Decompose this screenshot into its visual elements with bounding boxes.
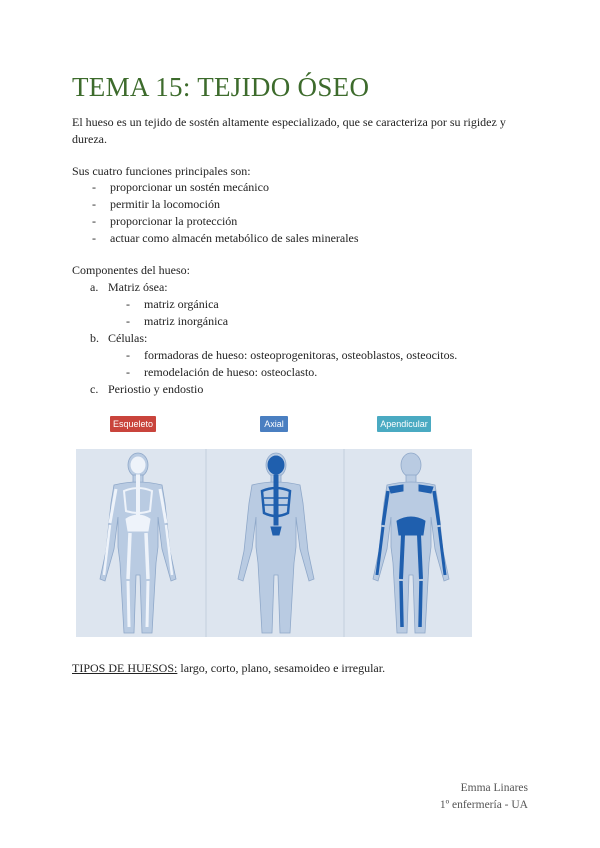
components-heading: Componentes del hueso: (72, 263, 190, 277)
item-text: Matriz ósea: (108, 280, 168, 294)
item-marker: b. (90, 331, 99, 345)
list-item: - matriz inorgánica (126, 313, 457, 330)
list-item: - actuar como almacén metabólico de sales minerales (92, 230, 359, 247)
axial-skeleton-body (238, 453, 314, 633)
figure-tags (76, 412, 472, 438)
author-name: Emma Linares (460, 782, 528, 794)
appendicular-skeleton-body (373, 453, 449, 633)
item-marker: a. (90, 280, 99, 294)
list-item: - permitir la locomoción (92, 196, 359, 213)
list-item: - formadoras de hueso: osteoprogenitoras, osteoblastos, osteocitos. (126, 347, 457, 364)
intro-paragraph: El hueso es un tejido de sostén altamente especializado, que se caracteriza por su rigidez y dureza. (72, 115, 506, 146)
list-item: - proporcionar un sostén mecánico (92, 179, 359, 196)
list-item: - remodelación de hueso: osteoclasto. (126, 364, 457, 381)
sub-list (126, 347, 457, 381)
list-item: - proporcionar la protección (92, 213, 359, 230)
page-title: TEMA 15: TEJIDO ÓSEO (72, 72, 370, 102)
list-item: - matriz orgánica (126, 296, 457, 313)
components-list (90, 279, 457, 398)
bone-types-label: TIPOS DE HUESOS: (72, 661, 178, 675)
full-skeleton-body (100, 453, 176, 633)
bone-types-line (72, 660, 385, 677)
component-item (90, 279, 457, 330)
tag-apendicular: Apendicular (377, 416, 431, 432)
footer (440, 780, 528, 814)
item-text: Células: (108, 331, 148, 345)
sub-list (126, 296, 457, 330)
item-marker: c. (90, 382, 99, 396)
tag-axial: Axial (260, 416, 288, 432)
item-text: Periostio y endostio (108, 382, 204, 396)
bone-types-text: largo, corto, plano, sesamoideo e irregular. (177, 661, 386, 675)
functions-heading: Sus cuatro funciones principales son: (72, 164, 251, 178)
skeleton-illustration (76, 449, 472, 637)
course-label: 1º enfermería - UA (439, 799, 528, 811)
figure-panel (76, 449, 472, 637)
tag-esqueleto: Esqueleto (110, 416, 156, 432)
functions-list (92, 179, 359, 247)
component-item (90, 330, 457, 381)
skeleton-figure (76, 412, 472, 637)
component-item (90, 381, 457, 398)
